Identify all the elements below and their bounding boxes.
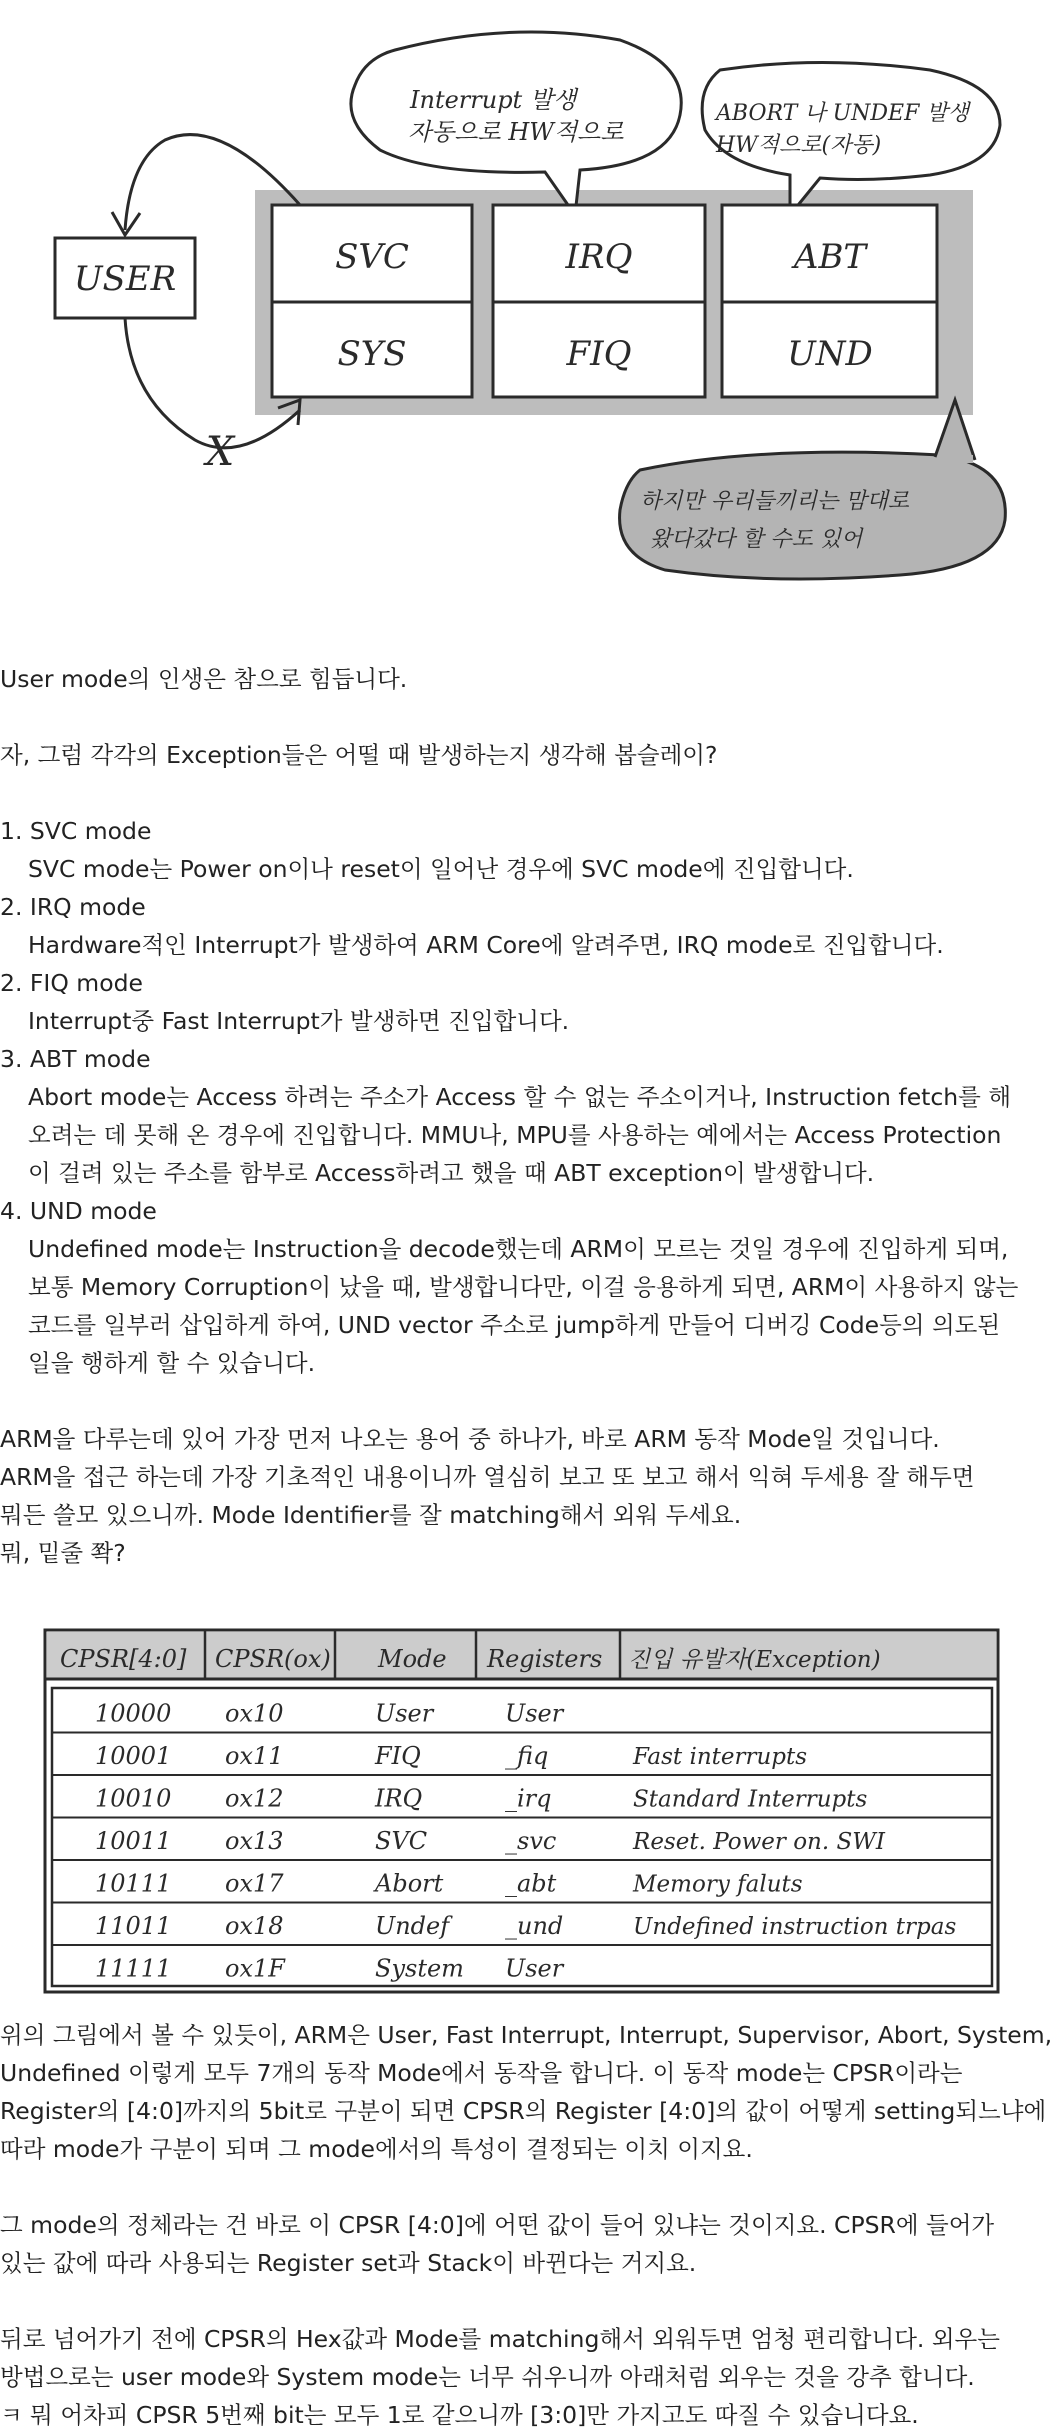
table-cell: 10010	[95, 1784, 172, 1813]
list-item-text: 이 걸려 있는 주소를 함부로 Access하려고 했을 때 ABT exception이 발생합니다.	[28, 1159, 875, 1187]
paragraph-line: 따라 mode가 구분이 되며 그 mode에서의 특성이 결정되는 이치 이지요.	[0, 2135, 753, 2163]
list-item-text: SVC mode는 Power on이나 reset이 일어난 경우에 SVC mode에 진입합니다.	[28, 855, 854, 883]
list-item-text: Abort mode는 Access 하려는 주소가 Access 할 수 없는 주소이거나, Instruction fetch를 해	[28, 1083, 1012, 1111]
list-item-text: Interrupt중 Fast Interrupt가 발생하면 진입합니다.	[28, 1007, 570, 1035]
arm-mode-diagram	[0, 0, 1063, 600]
paragraph-line: 뭐, 밑줄 쫙?	[0, 1539, 126, 1567]
table-cell: _svc	[505, 1827, 557, 1855]
cpsr-mode-table	[0, 1610, 1063, 2010]
table-cell: Undefined instruction trpas	[633, 1914, 957, 1940]
table-cell: 11111	[95, 1954, 172, 1983]
paragraph-line: ARM을 접근 하는데 가장 기초적인 내용이니까 열심히 보고 또 보고 해서 익혀 두세용 잘 해두면	[0, 1463, 975, 1491]
table-cell: _fiq	[505, 1742, 549, 1770]
bubble-interrupt	[351, 32, 681, 215]
mode-und: UND	[787, 334, 873, 374]
mode-sys: SYS	[337, 334, 407, 374]
table-cell: SVC	[375, 1827, 428, 1855]
list-item-title: 3. ABT mode	[0, 1045, 151, 1073]
table-cell: FIQ	[375, 1742, 421, 1770]
mode-box-irq-fiq	[493, 205, 705, 397]
article-text-top	[0, 660, 1063, 1572]
mode-fiq: FIQ	[566, 334, 632, 374]
table-cell: 11011	[95, 1912, 172, 1940]
bubble-abort-line1: ABORT 나 UNDEF 발생	[716, 101, 969, 126]
bubble-bottom-line2: 왔다갔다 할 수도 있어	[650, 527, 863, 552]
table-cell: Undef	[375, 1912, 450, 1940]
table-header-cell: Registers	[487, 1645, 603, 1673]
table-cell: Reset. Power on. SWI	[633, 1829, 885, 1855]
list-item-text: 일을 행하게 할 수 있습니다.	[28, 1349, 316, 1377]
list-item-text: Hardware적인 Interrupt가 발생하여 ARM Core에 알려주면, IRQ mode로 진입합니다.	[28, 931, 944, 959]
table-header-cell: 진입 유발자(Exception)	[628, 1647, 881, 1673]
mode-abt: ABT	[793, 237, 867, 277]
bubble-abort-line2: HW적으로(자동)	[716, 133, 882, 158]
paragraph-line: ㅋ 뭐 어차피 CPSR 5번째 bit는 모두 1로 같으니까 [3:0]만 가지고도 따질 수 있습니다요.	[0, 2401, 919, 2429]
mode-box-abt-und	[722, 205, 937, 397]
table-cell: 10111	[95, 1869, 172, 1898]
table-cell: ox13	[225, 1827, 284, 1855]
table-cell: 10011	[95, 1827, 172, 1855]
list-item-text: 보통 Memory Corruption이 났을 때, 발생합니다만, 이걸 응용하게 되면, ARM이 사용하지 않는	[28, 1273, 1019, 1301]
table-cell: 10001	[95, 1742, 172, 1770]
table-cell: Memory faluts	[633, 1871, 803, 1898]
table-cell: ox1F	[225, 1954, 285, 1983]
paragraph-line: Register의 [4:0]까지의 5bit로 구분이 되면 CPSR의 Register [4:0]의 값이 어떻게 setting되느냐에	[0, 2097, 1047, 2125]
list-item-text: Undefined mode는 Instruction을 decode했는데 ARM이 모르는 것일 경우에 진입하게 되며,	[28, 1235, 1009, 1263]
paragraph-line: 뒤로 넘어가기 전에 CPSR의 Hex값과 Mode를 matching해서 외워두면 엄청 편리합니다. 외우는	[0, 2325, 1000, 2353]
intro-line-1: User mode의 인생은 참으로 힘듭니다.	[0, 665, 408, 693]
paragraph-line: 있는 값에 따라 사용되는 Register set과 Stack이 바뀐다는 거지요.	[0, 2249, 697, 2277]
table-cell: ox12	[225, 1784, 284, 1813]
table-header-cell: Mode	[378, 1645, 447, 1673]
list-item-title: 4. UND mode	[0, 1197, 157, 1225]
paragraph-line: 위의 그림에서 볼 수 있듯이, ARM은 User, Fast Interrupt, Interrupt, Supervisor, Abort, System,	[0, 2021, 1053, 2049]
list-item-text: 오려는 데 못해 온 경우에 진입합니다. MMU나, MPU를 사용하는 예에서는 Access Protection	[28, 1121, 1002, 1149]
table-header-cell: CPSR(ox)	[215, 1645, 331, 1673]
article-text-bottom	[0, 2016, 1063, 2434]
mode-svc: SVC	[335, 237, 409, 277]
bubble-bottom-line1: 하지만 우리들끼리는 맘대로	[640, 489, 910, 514]
bubble-interrupt-line2: 자동으로 HW적으로	[408, 118, 624, 146]
paragraph-line: 뭐든 쓸모 있으니까. Mode Identifier를 잘 matching해서 외워 두세요.	[0, 1501, 742, 1529]
table-cell: Fast interrupts	[633, 1744, 808, 1770]
bubble-interrupt-line1: Interrupt 발생	[410, 86, 577, 114]
table-cell: ox11	[225, 1742, 284, 1770]
mode-box-svc-sys	[272, 205, 472, 397]
table-cell: Standard Interrupts	[633, 1786, 868, 1813]
paragraph-line: 그 mode의 정체라는 건 바로 이 CPSR [4:0]에 어떤 값이 들어 있냐는 것이지요. CPSR에 들어가	[0, 2211, 995, 2239]
user-box	[55, 238, 195, 318]
table-header-cell: CPSR[4:0]	[60, 1645, 187, 1673]
table-cell: ox17	[225, 1869, 284, 1898]
table-cell: User	[505, 1699, 564, 1728]
paragraph-line: Undefined 이렇게 모두 7개의 동작 Mode에서 동작을 합니다. 이 동작 mode는 CPSR이라는	[0, 2059, 963, 2087]
table-cell: ox18	[225, 1912, 284, 1940]
user-label: USER	[73, 259, 177, 299]
cross-mark: X	[205, 429, 235, 475]
table-cell: 10000	[95, 1699, 172, 1728]
list-item-title: 2. FIQ mode	[0, 969, 143, 997]
table-cell: User	[505, 1954, 564, 1983]
table-cell: System	[375, 1954, 464, 1983]
list-item-text: 코드를 일부러 삽입하게 하여, UND vector 주소로 jump하게 만들어 디버깅 Code등의 의도된	[28, 1311, 1001, 1339]
list-item-title: 1. SVC mode	[0, 817, 152, 845]
paragraph-line: ARM을 다루는데 있어 가장 먼저 나오는 용어 중 하나가, 바로 ARM 동작 Mode일 것입니다.	[0, 1425, 940, 1453]
bubble-bottom	[620, 400, 1006, 579]
paragraph-line: 방법으로는 user mode와 System mode는 너무 쉬우니까 아래처럼 외우는 것을 강추 합니다.	[0, 2363, 975, 2391]
table-cell: Abort	[375, 1869, 444, 1898]
table-cell: ox10	[225, 1699, 284, 1728]
table-cell: User	[375, 1699, 434, 1728]
list-item-title: 2. IRQ mode	[0, 893, 146, 921]
mode-irq: IRQ	[565, 237, 633, 277]
table-cell: _und	[505, 1912, 564, 1940]
table-cell: _abt	[505, 1869, 557, 1898]
table-cell: _irq	[505, 1784, 552, 1813]
intro-line-2: 자, 그럼 각각의 Exception들은 어떨 때 발생하는지 생각해 봅슬레이?	[0, 741, 718, 769]
table-cell: IRQ	[375, 1784, 423, 1813]
